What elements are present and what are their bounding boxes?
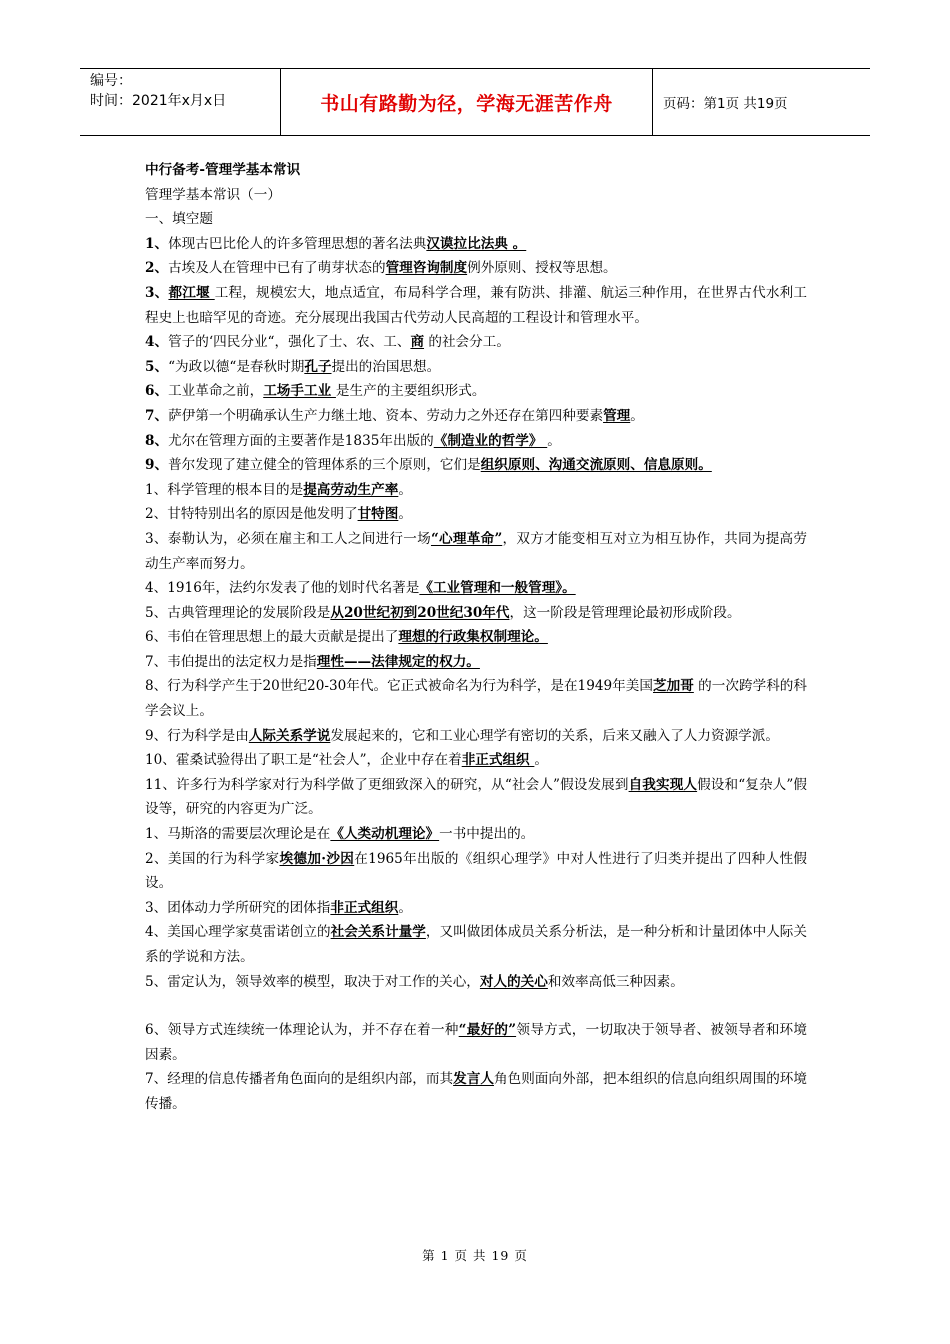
item-number: 7、 [145,407,169,424]
item-text-after: 。 [398,899,412,916]
question-item [145,379,807,404]
item-text-after: ，这一阶段是管理理论最初形成阶段。 [509,604,741,621]
item-answer: 组织原则、沟通交流原则、信息原则。 [480,457,712,474]
item-text: 行为科学是由 [167,727,249,744]
question-item [145,502,807,527]
item-text: 1916年，法约尔发表了他的划时代名著是 [167,580,420,597]
item-answer: 理想的行政集权制理论。 [398,629,548,646]
item-number: 5、 [145,358,169,375]
question-item [145,527,807,576]
item-text-after: ，又叫做团体成员关系分析法，是一种分析和计量团体中人际关系的学说和方法。 [145,924,808,965]
item-text: 领导方式连续统一体理论认为，并不存在着一种 [167,1022,459,1039]
header-meta [80,69,280,135]
item-text: 经理的信息传播者角色面向的是组织内部，而其 [167,1071,454,1088]
item-number: 5、 [145,973,168,990]
item-text-after: 例外原则、授权等思想。 [467,260,617,277]
item-answer: “心理革命” [430,530,503,547]
time-label: 时间：2021年x月x日 [90,93,227,109]
question-item [145,232,807,257]
question-item [145,429,807,454]
item-number: 4、 [145,334,169,351]
item-text: 泰勒认为，必须在雇主和工人之间进行一场 [167,530,431,547]
item-number: 5、 [145,604,168,621]
item-text-after: 。 [398,506,412,523]
item-text: 古埃及人在管理中已有了萌芽状态的 [168,260,386,277]
item-answer: 管理咨询制度 [385,260,468,277]
page-footer: 第 1 页 共 19 页 [422,1248,528,1263]
question-item [145,822,807,847]
item-answer: 人际关系学说 [248,727,331,744]
section-heading: 一、填空题 [145,211,213,228]
question-item [145,256,807,281]
doc-title: 中行备考-管理学基本常识 [145,162,301,178]
item-number: 7、 [145,653,168,670]
header-page-info: 页码：第1页 共19页 [663,96,788,112]
item-answer: 提高劳动生产率 [303,481,399,498]
item-text-after: 和效率高低三种因素。 [547,973,684,990]
item-text-after: 。 [547,432,561,449]
question-item [145,576,807,601]
item-answer: 从20世纪初到20世纪30年代 [330,604,510,621]
header-motto: 书山有路勤为径，学海无涯苦作舟 [280,69,653,135]
item-number: 3、 [145,284,169,301]
question-item [145,896,807,921]
item-text: 许多行为科学家对行为科学做了更细致深入的研究，从“社会人”假设发展到 [176,776,629,793]
question-item [145,920,807,969]
item-text: 霍桑试验得出了职工是“社会人”，企业中存在着 [175,752,462,769]
item-number: 10、 [145,752,176,769]
item-number: 6、 [145,629,168,646]
item-answer: 孔子 [304,358,332,375]
item-number: 6、 [145,383,169,400]
item-answer: 甘特图 [357,506,399,523]
question-item [145,330,807,355]
question-item [145,650,807,675]
item-number: 3、 [145,899,168,916]
item-number: 9、 [145,457,169,474]
item-text: 管子的‘四民分业“，强化了士、农、工、 [168,334,411,351]
question-item [145,847,807,896]
item-answer: 非正式组织 [330,899,399,916]
item-answer: “最好的” [458,1022,517,1039]
item-text: 团体动力学所研究的团体指 [167,899,331,916]
question-item [145,674,807,723]
item-text-after: 角色则面向外部，把本组织的信息向组织周围的环境传播。 [145,1071,808,1112]
item-answer: 自我实现人 [628,776,698,793]
item-number: 2、 [145,850,168,867]
item-answer: 管理 [603,407,631,424]
question-item [145,281,807,330]
item-answer: 理性——法律规定的权力。 [316,653,480,670]
question-item [145,970,807,995]
item-answer: 芝加哥 [653,678,694,695]
item-text: 尤尔在管理方面的主要著作是1835年出版的 [168,432,434,449]
question-item [145,355,807,380]
item-number: 1、 [145,235,169,252]
item-answer: 对人的关心 [479,973,548,990]
item-number: 2、 [145,506,168,523]
item-answer: 埃德加·沙因 [279,850,355,867]
item-number: 8、 [145,678,168,695]
item-text: 甘特特别出名的原因是他发明了 [167,506,358,523]
question-item [145,478,807,503]
item-text: “为政以德“是春秋时期 [168,358,305,375]
item-text: 马斯洛的需要层次理论是在 [167,826,331,843]
item-text-after: 是生产的主要组织形式。 [335,383,486,400]
item-text-after: 。 [398,481,412,498]
document-body [145,158,807,1117]
item-text-after: 。 [534,752,548,769]
item-text-after: ，双方才能变相互对立为相互协作，共同为提高劳动生产率而努力。 [145,530,808,572]
item-answer: 汉谟拉比法典 。 [426,235,527,252]
question-item [145,748,807,773]
item-answer: 发言人 [453,1071,494,1088]
item-text: 体现古巴比伦人的许多管理思想的著名法典 [168,235,427,252]
code-label: 编号： [90,73,132,89]
item-text: 韦伯提出的法定权力是指 [167,653,317,670]
doc-subtitle: 管理学基本常识（一） [145,186,281,203]
page-header [80,68,870,136]
question-item [145,724,807,749]
item-text: 韦伯在管理思想上的最大贡献是提出了 [167,629,399,646]
item-text-after: 领导方式，一切取决于领导者、被领导者和环境因素。 [145,1022,807,1063]
question-item [145,1067,807,1116]
item-text-after: 发展起来的，它和工业心理学有密切的关系，后来又融入了人力资源学派。 [330,727,779,744]
item-text: 古典管理理论的发展阶段是 [167,604,331,621]
item-answer: 非正式组织 [461,752,535,769]
item-text: 工业革命之前， [168,383,264,400]
item-text: 行为科学产生于20世纪20-30年代。它正式被命名为行为科学，是在1949年美国 [167,678,653,695]
item-text-after: 在1965年出版的《组织心理学》中对人性进行了归类并提出了四种人性假设。 [145,850,808,892]
item-answer: 《工业管理和一般管理》。 [419,580,576,597]
item-number: 1、 [145,826,168,843]
item-text-after: 一书中提出的。 [439,826,535,843]
question-item [145,453,807,478]
item-number: 6、 [145,1022,168,1039]
item-text: 美国的行为科学家 [167,850,280,867]
question-item [145,601,807,626]
item-number: 3、 [145,530,168,547]
question-item [145,625,807,650]
item-answer: 《制造业的哲学》 [433,432,548,449]
item-answer: 都江堰 [168,284,215,301]
item-text-after: 的一次跨学科的科学会议上。 [145,678,808,720]
item-text-after: 工程，规模宏大，地点适宜，布局科学合理，兼有防洪、排灌、航运三种作用，在世界古代水利工程史上也暗罕见的奇迹。充分展现出我国古代劳动人民高超的工程设计和管理水平。 [145,284,808,326]
item-number: 11、 [145,776,177,793]
item-number: 4、 [145,580,168,597]
item-text-after: 提出的治国思想。 [331,358,441,375]
item-text: 美国心理学家莫雷诺创立的 [167,924,331,941]
item-number: 7、 [145,1071,168,1088]
item-text-after: 的社会分工。 [424,334,510,351]
question-item [145,404,807,429]
item-text: 科学管理的根本目的是 [167,481,304,498]
question-item [145,1018,807,1067]
item-number: 9、 [145,727,168,744]
item-text: 普尔发现了建立健全的管理体系的三个原则，它们是 [168,457,481,474]
item-number: 2、 [145,260,169,277]
item-text: 萨伊第一个明确承认生产力继土地、资本、劳动力之外还存在第四种要素 [168,407,604,424]
item-text-after: 假设和“复杂人”假设等，研究的内容更为广泛。 [145,776,807,818]
item-answer: 《人类动机理论》 [330,826,440,843]
item-number: 1、 [145,481,168,498]
item-text: 雷定认为，领导效率的模型，取决于对工作的关心， [167,973,480,990]
item-text-after: 。 [630,407,644,424]
blank-line [145,994,807,1018]
question-item [145,773,807,822]
item-answer: 社会关系计量学 [330,924,426,941]
item-answer: 工场手工业 [263,383,336,400]
question-list [145,232,807,1117]
item-number: 8、 [145,432,169,449]
item-answer: 商 [410,334,425,351]
item-number: 4、 [145,924,168,941]
